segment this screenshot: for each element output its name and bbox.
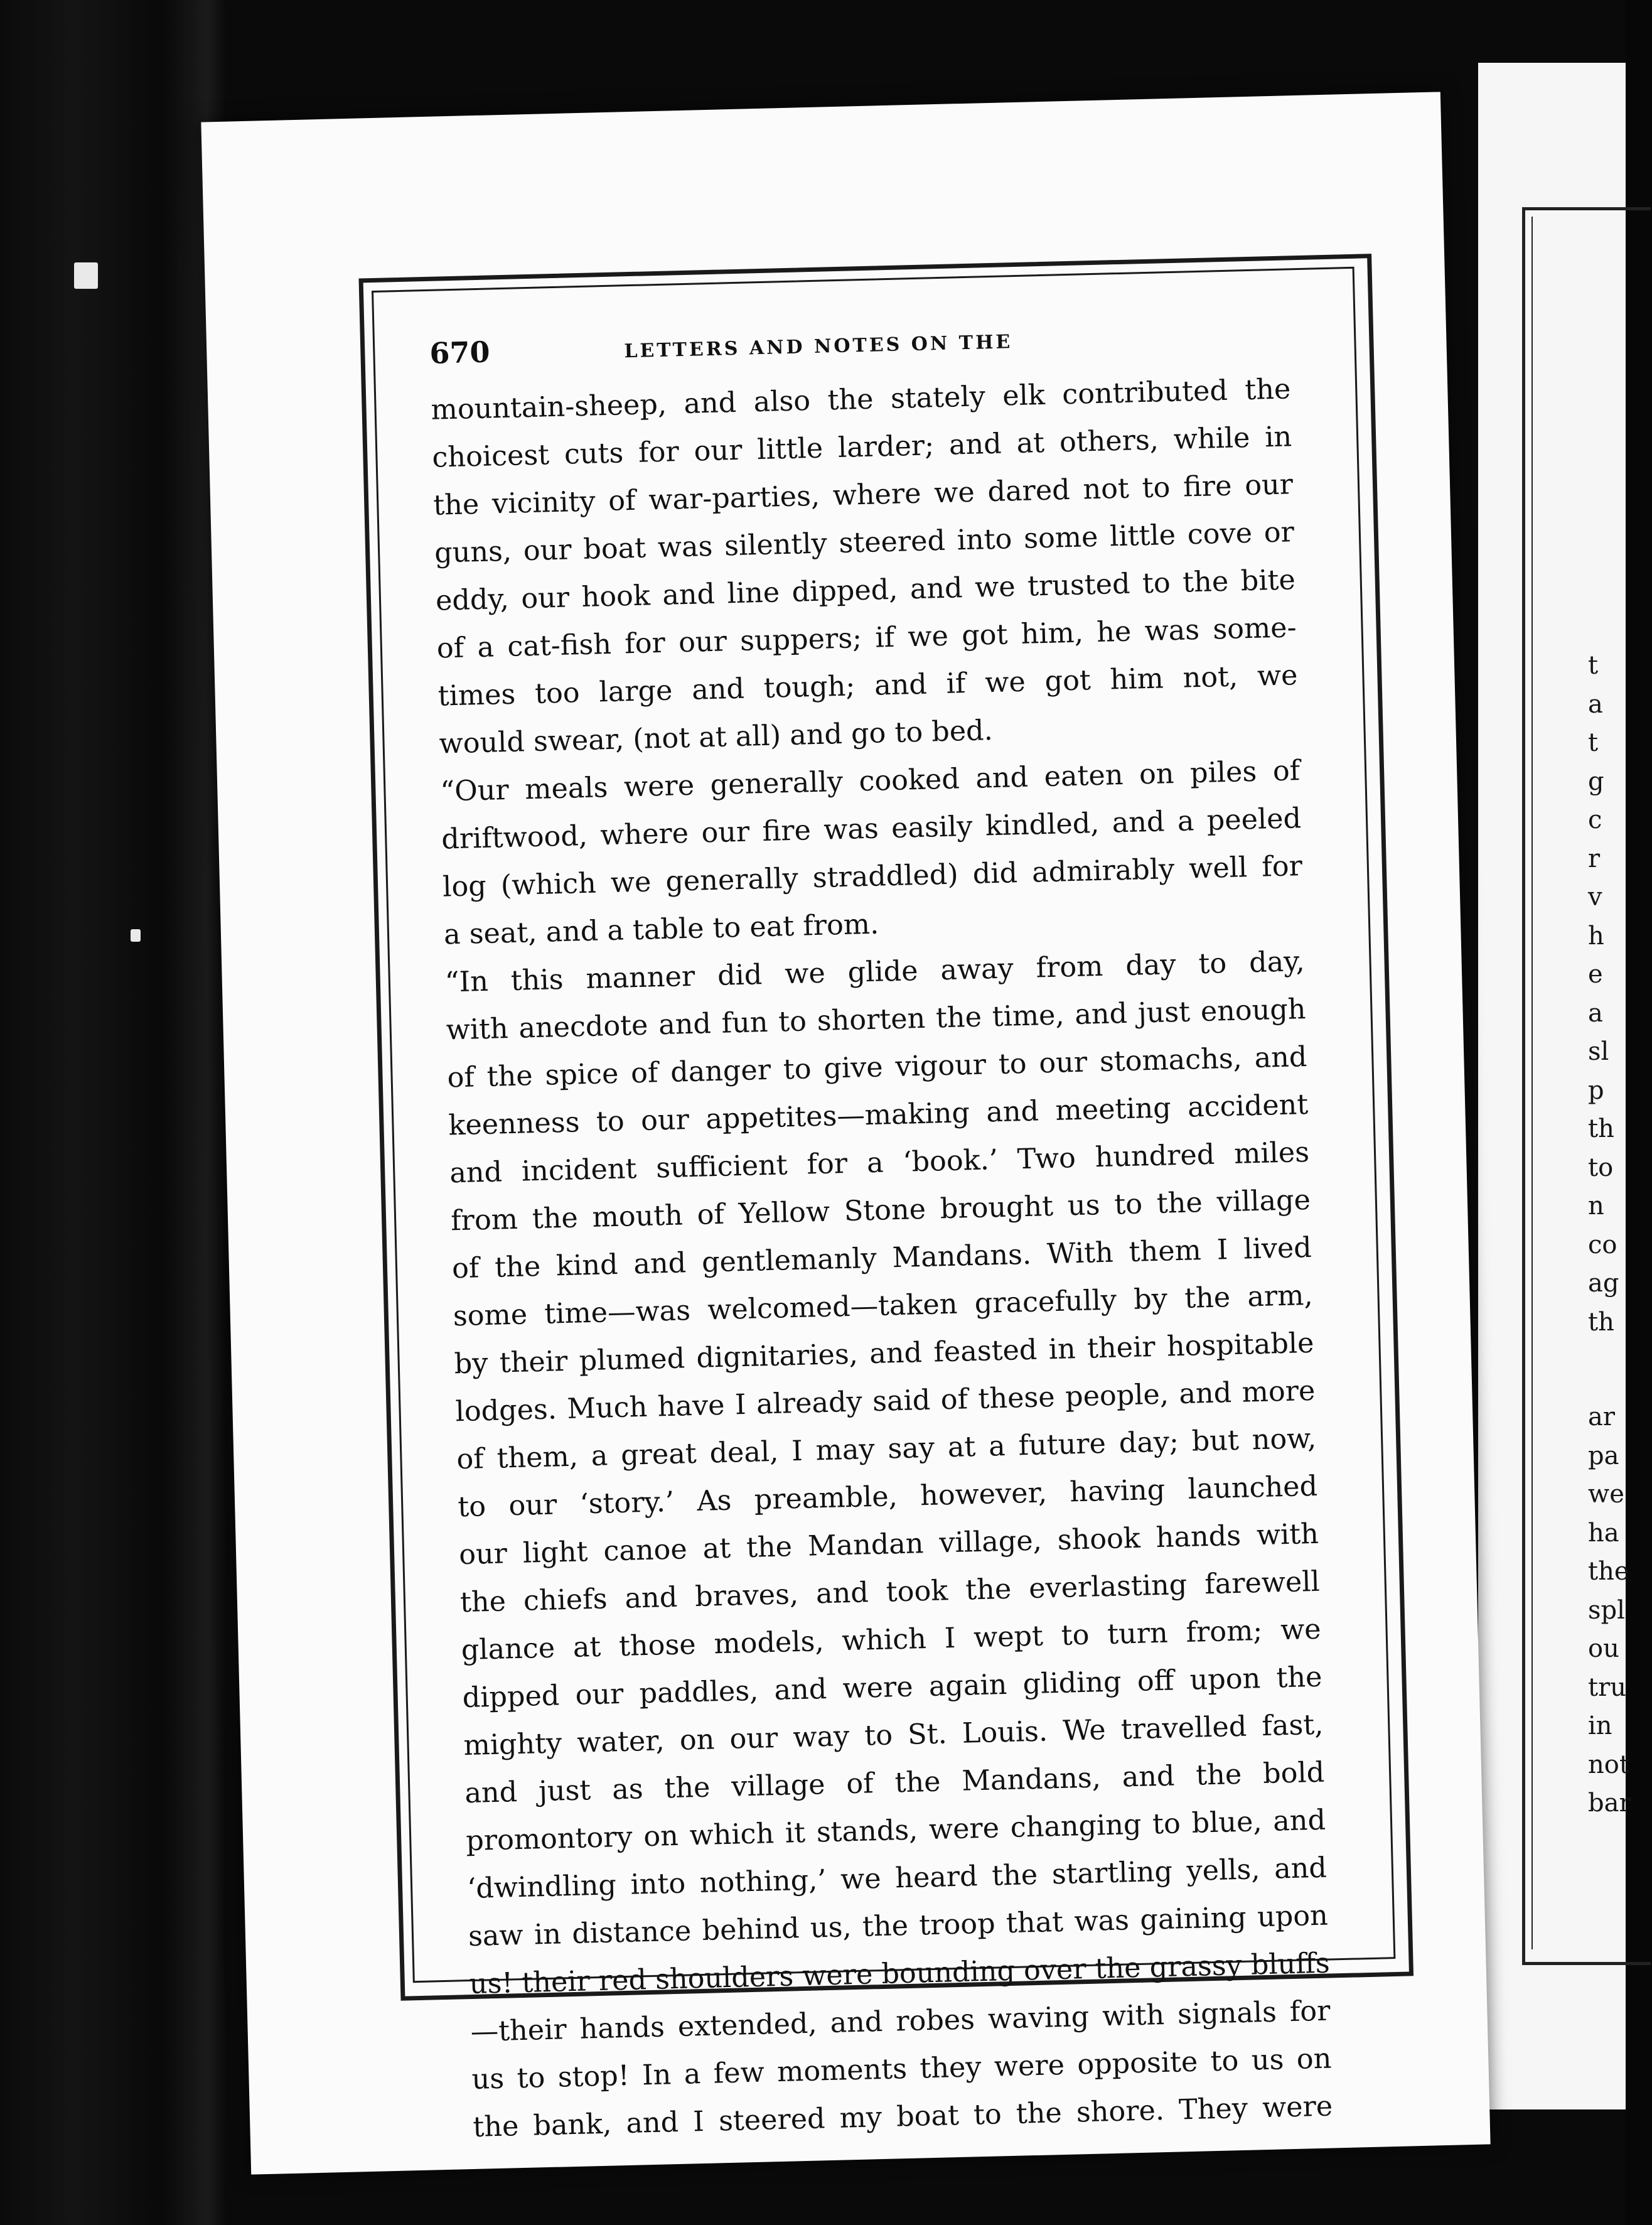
body-line: and just as the village of the Mandans, and the bold — [464, 1756, 1325, 1810]
body-line: some time—was welcomed—taken gracefully by the arm, — [453, 1279, 1314, 1333]
facing-fragment: p — [1588, 1075, 1604, 1105]
body-line: from the mouth of Yellow Stone brought us to the village — [450, 1183, 1311, 1237]
body-line: by their plumed dignitaries, and feasted in their hospitable — [454, 1327, 1315, 1381]
facing-fragment: t — [1588, 728, 1599, 757]
facing-fragment: spl — [1588, 1595, 1625, 1625]
facing-fragment: a — [1588, 689, 1603, 719]
body-line: —their hands extended, and robes waving with signals for — [470, 1995, 1331, 2049]
facing-fragment: a — [1588, 998, 1603, 1028]
facing-fragment: the — [1588, 1557, 1629, 1586]
body-line: glance at those models, which I wept to turn from; we — [461, 1613, 1322, 1667]
facing-fragment: bar — [1588, 1789, 1631, 1818]
facing-fragment: sl — [1588, 1037, 1609, 1066]
facing-fragment: co — [1588, 1230, 1617, 1259]
body-line: choicest cuts for our little larder; and at others, while in — [431, 421, 1292, 474]
body-line: to our ‘story.’ As preamble, however, having launched — [457, 1470, 1318, 1524]
body-line: of a cat-fish for our suppers; if we got him, he was some- — [436, 611, 1297, 665]
body-line: driftwood, where our fire was easily kindled, and a peeled — [441, 802, 1302, 856]
facing-page-text — [1588, 647, 1631, 1823]
facing-fragment: c — [1588, 805, 1602, 834]
facing-fragment: h — [1588, 921, 1604, 951]
body-line: the chiefs and braves, and took the everlasting farewell — [459, 1565, 1321, 1619]
scan-speck — [74, 262, 98, 289]
body-line: log (which we generally straddled) did admirably well for — [442, 850, 1303, 903]
body-line: lodges. Much have I already said of these people, and more — [455, 1374, 1316, 1428]
body-line: and incident sufficient for a ‘book.’ Two hundred miles — [449, 1136, 1310, 1190]
facing-fragment: in — [1588, 1711, 1612, 1740]
body-line: “In this manner did we glide away from day to day, — [444, 945, 1306, 999]
body-line: would swear, (not at all) and go to bed. — [439, 714, 994, 760]
body-line: mountain-sheep, and also the stately elk contributed the — [431, 373, 1291, 426]
body-line: us to stop! In a few moments they were opposite to us on — [471, 2042, 1332, 2096]
body-line: saw in distance behind us, the troop that was gaining upon — [468, 1899, 1329, 1953]
body-line: a seat, and a table to eat from. — [443, 908, 879, 951]
body-line: guns, our boat was silently steered into some little cove or — [434, 516, 1295, 569]
facing-fragment: to — [1588, 1153, 1614, 1182]
page-number: 670 — [429, 335, 491, 370]
facing-fragment: v — [1588, 883, 1602, 912]
body-line: the bank, and I steered my boat to the shore. They were — [472, 2090, 1333, 2143]
body-line: times too large and tough; and if we got him not, we — [437, 659, 1299, 713]
body-line: mighty water, on our way to St. Louis. We travelled fast, — [463, 1708, 1324, 1762]
body-line: “Our meals were generally cooked and eaten on piles of — [439, 755, 1301, 808]
facing-fragment: t — [1588, 651, 1599, 680]
facing-fragment: not — [1588, 1750, 1629, 1779]
page-text-block — [429, 315, 1333, 2152]
body-line: promontory on which it stands, were changing to blue, and — [465, 1804, 1326, 1858]
facing-fragment: th — [1588, 1307, 1614, 1337]
facing-fragment: e — [1588, 960, 1603, 989]
facing-fragment: tru — [1588, 1673, 1626, 1702]
facing-fragment: ou — [1588, 1634, 1619, 1663]
body-line: eddy, our hook and line dipped, and we trusted to the bite — [435, 564, 1296, 617]
running-head-title: LETTERS AND NOTES ON THE — [624, 331, 1013, 363]
body-line: our light canoe at the Mandan village, shook hands with — [458, 1517, 1319, 1571]
facing-fragment: ar — [1588, 1403, 1615, 1431]
body-line: with anecdote and fun to shorten the time, and just enough — [446, 993, 1307, 1047]
body-line: the vicinity of war-parties, where we dared not to fire our — [432, 468, 1294, 522]
facing-page — [1478, 63, 1631, 2109]
facing-fragment: ag — [1588, 1269, 1619, 1298]
facing-fragment: n — [1588, 1192, 1604, 1220]
book-page — [201, 92, 1490, 2174]
body-line: of the kind and gentlemanly Mandans. With them I lived — [451, 1231, 1312, 1285]
body-line: us! their red shoulders were bounding over the grassy bluffs — [469, 1947, 1331, 2001]
body-line: dipped our paddles, and were again gliding off upon the — [462, 1661, 1323, 1715]
scan-speck — [131, 929, 141, 942]
facing-fragment: th — [1588, 1114, 1614, 1143]
body-line: of the spice of danger to give vigour to our stomachs, and — [447, 1041, 1307, 1094]
facing-fragment: pa — [1588, 1441, 1619, 1470]
facing-fragment: we — [1588, 1480, 1624, 1509]
facing-fragment: g — [1588, 767, 1604, 796]
body-line: keenness to our appetites—making and meeting accident — [448, 1088, 1309, 1142]
facing-paragraph-gap — [1588, 1342, 1626, 1398]
facing-fragment: ha — [1588, 1518, 1619, 1548]
body-line: ‘dwindling into nothing,’ we heard the startling yells, and — [466, 1851, 1328, 1905]
facing-fragment: r — [1588, 844, 1601, 873]
body-line: of them, a great deal, I may say at a future day; but now, — [456, 1422, 1317, 1476]
